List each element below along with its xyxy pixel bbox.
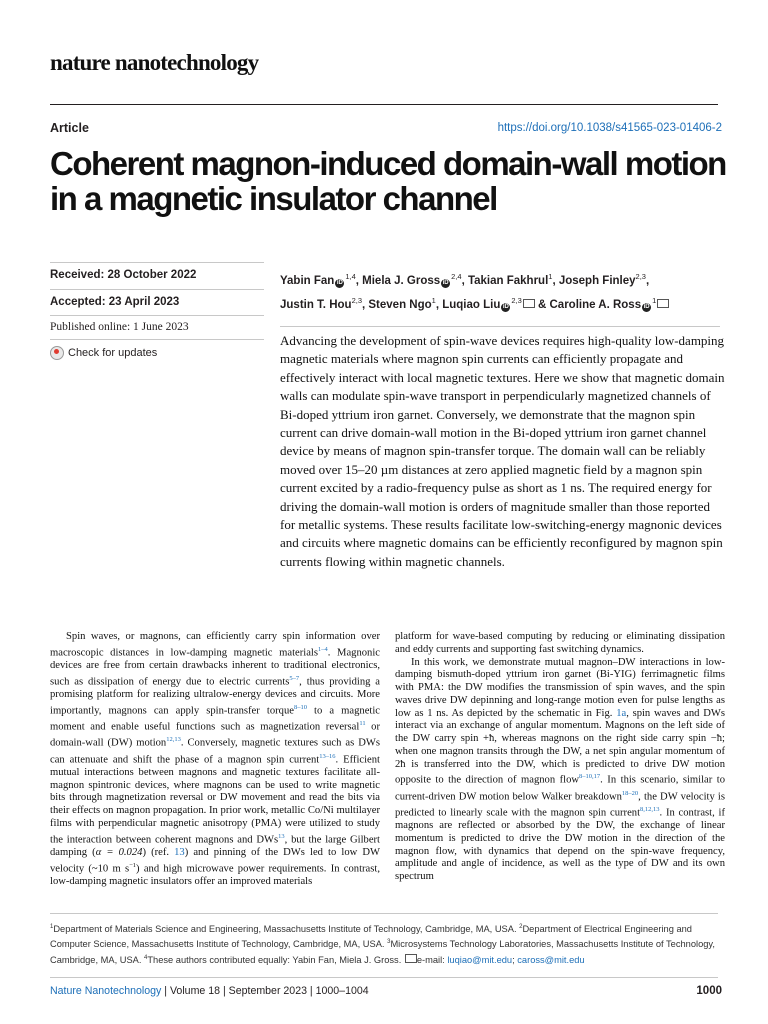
author-list	[280, 267, 720, 315]
check-updates-icon	[50, 346, 64, 360]
email-link[interactable]: luqiao@mit.edu	[447, 954, 513, 965]
header-rule	[50, 104, 718, 105]
citation[interactable]: 5–7	[289, 674, 300, 682]
author-name[interactable]: Luqiao Liu	[442, 298, 501, 311]
citation[interactable]: 8,12,13	[640, 805, 660, 813]
author-separator: ,	[552, 274, 559, 287]
author-separator: &	[534, 298, 550, 311]
mail-icon[interactable]	[657, 299, 669, 308]
figure-link[interactable]: 1a	[616, 707, 627, 719]
body-paragraph: platform for wave-based computing by reducing or eliminating dissipation and eddy currents and supporting fast switching dynamics.	[395, 631, 725, 655]
author-affil: 2,3	[511, 295, 522, 305]
mail-icon	[405, 954, 417, 963]
check-updates-label: Check for updates	[68, 347, 158, 359]
affiliations: $^1$Department of Materials Science and Engineering, Massachusetts Institute of Technology, Cambridge, MA, USA. $^2$Department of Electrical Engineering and Computer Science, Massachusetts Institute of Technology, Cambridge, MA, USA. $^3$Microsystems Technology Laboratories, Massachusetts Institute of Technology, Cambridge, MA, USA. $^4$These authors contributed equally: Yabin Fan, Miela J. Gross. e-mail: luqiao@mit.edu; caross@mit.edu	[50, 924, 715, 965]
published-date: Published online: 1 June 2023	[50, 321, 189, 333]
history-divider	[50, 289, 264, 290]
author-separator: ,	[461, 274, 468, 287]
footnote-rule	[50, 913, 718, 914]
author-name[interactable]: Takian Fakhrul	[467, 274, 549, 287]
author-name[interactable]: Steven Ngo	[368, 298, 432, 311]
author-separator: ,	[435, 298, 443, 311]
email-link[interactable]: caross@mit.edu	[517, 954, 585, 965]
citation[interactable]: 1–4	[317, 645, 328, 653]
citation[interactable]: 8–10	[293, 703, 307, 711]
check-updates-button[interactable]	[50, 346, 157, 360]
author-name[interactable]: Miela J. Gross	[362, 274, 441, 287]
orcid-icon[interactable]: iD	[442, 279, 449, 286]
journal-name: nature nanotechnology	[50, 50, 259, 75]
author-name[interactable]: Yabin Fan	[280, 274, 335, 287]
author-line-1	[280, 267, 720, 291]
page-number: 1000	[696, 985, 722, 997]
author-name[interactable]: Joseph Finley	[558, 274, 636, 287]
mail-icon[interactable]	[523, 299, 535, 308]
author-affil: 2,3	[635, 272, 646, 281]
author-affil: 2,3	[351, 295, 362, 305]
author-affil: 1	[548, 272, 553, 281]
history-divider	[50, 262, 264, 263]
author-separator: ,	[362, 298, 369, 311]
footer-citation: Nature Nanotechnology | Volume 18 | September 2023 | 1000–1004	[50, 985, 369, 997]
accepted-date: Accepted: 23 April 2023	[50, 296, 180, 308]
author-name[interactable]: Justin T. Hou	[280, 298, 352, 311]
abstract-rule	[280, 326, 720, 327]
author-line-2	[280, 291, 720, 315]
orcid-icon[interactable]: iD	[502, 303, 509, 310]
citation[interactable]: 13–16	[319, 752, 336, 760]
article-title: Coherent magnon-induced domain-wall motion in a magnetic insulator channel	[50, 145, 726, 217]
footer-journal-link[interactable]: Nature Nanotechnology	[50, 985, 162, 997]
body-column-right	[395, 631, 725, 884]
citation[interactable]: 18–20	[621, 789, 639, 797]
citation[interactable]: 13	[278, 832, 285, 840]
author-separator: ,	[645, 274, 650, 287]
abstract: Advancing the development of spin-wave devices requires high-quality low-damping magnetic materials where magnon spin currents can efficiently propagate and effectively interact with local magnetic textures. Here we show that magnetic domain walls can modulate spin-wave transport in perpendicularly magnetized channels of Bi-doped yttrium iron garnet. Conversely, we demonstrate that the magnon spin current can drive domain-wall motion in the Bi-doped yttrium iron garnet channel device by means of magnon spin-transfer torque. The domain wall can be reliably moved over 15–20 µm distances at zero applied magnetic field by a magnon spin current excited by a radio-frequency pulse as short as 1 ns. The required energy for driving the domain-wall motion is orders of magnitude smaller than those reported for metallic systems. These results facilitate low-switching-energy magnonic devices and circuits where magnetic domains can be efficiently reconfigured by magnon spin currents flowing within magnetic channels.	[280, 333, 725, 569]
history-divider	[50, 339, 264, 340]
author-affil: 1	[431, 295, 436, 305]
footer-rule	[50, 977, 718, 978]
ref-link[interactable]: 13	[174, 846, 185, 858]
author-affil: 2,4	[451, 272, 462, 281]
body-paragraph: In this work, we demonstrate mutual magnon–DW interactions in low-damping bismuth-doped yttrium iron garnet (Bi-YIG) ferrimagnetic films with PMA: the DW modifies the transmission of spin waves, and the spin waves drive DW depinning and long-range motion even for pulse lengths as low as 1 ns. As depicted by the schematic in Fig. 1a, spin waves and DWs interact via an exchange of angular momentum. Magnons on the left side of the DW carry spin +ħ, whereas magnons on the right side carry spin −ħ; when one magnon transits through the DW, a net spin angular momentum of 2ħ is transferred into the DW, which is predicted to drive DW motion opposite to the direction of magnon flow$^{8-10,17}$. In this scenario, similar to current-driven DW motion below Walker breakdown$^{18-20}$, the DW velocity is predicted to linearly scale with the magnon spin current$^{8,12,13}$. In contrast, if magnons are reflected or absorbed by the DW, the exchange of linear momentum is predicted to drive the DW motion in the direction of the magnon flow, with dynamics that depend on the spin-wave frequency, amplitude and angle of incidence, as well as the type of DW and its own spectrum	[395, 656, 725, 883]
author-name[interactable]: Caroline A. Ross	[549, 298, 642, 311]
body-paragraph: Spin waves, or magnons, can efficiently carry spin information over macroscopic distances in low-damping magnetic materials$^{1-4}$. Magnonic devices are free from certain drawbacks inherent to traditional electronics, such as dissipation of energy due to electric currents$^{5-7}$, thus providing a promising platform for realizing ultralow-energy devices and circuits. More importantly, magnons can apply spin-transfer torque$^{8-10}$ to a magnetic moment and enable useful functions such as magnetization reversal$^{11}$ or domain-wall (DW) motion$^{12,13}$. Conversely, magnetic textures such as DWs can attenuate and shift the phase of a magnon spin current$^{13-16}$. Efficient mutual interactions between magnons and magnetic textures facilitate all-magnon spintronic devices, where magnons can be used to write magnetic bits through magnetization reversal or DW movement and read the bits via their effects on magnon propagation. In prior work, metallic Co/Ni multilayer films with perpendicular magnetic anisotropy (PMA) were utilized to study the interaction between coherent magnons and DWs$^{13}$, but the large Gilbert damping (α = 0.024) (ref. 13) and pinning of the DWs led to low DW velocity (~10 m $s^{-1}$) and high microwave power requirements. In contrast, low-damping magnetic insulators offer an improved materials	[50, 631, 381, 887]
author-separator: ,	[355, 274, 363, 287]
author-affil: 1,4	[345, 272, 356, 281]
citation[interactable]: 8–10,17	[579, 773, 601, 781]
doi-link[interactable]: https://doi.org/10.1038/s41565-023-01406-2	[497, 122, 722, 134]
orcid-icon[interactable]: iD	[336, 279, 343, 286]
received-date: Received: 28 October 2022	[50, 269, 197, 281]
article-type: Article	[50, 121, 89, 135]
body-column-left	[50, 631, 380, 889]
orcid-icon[interactable]: iD	[643, 303, 650, 310]
citation[interactable]: 11	[359, 720, 366, 728]
author-affil: 1	[652, 295, 657, 305]
history-divider	[50, 315, 264, 316]
citation[interactable]: 12,13	[166, 736, 181, 744]
